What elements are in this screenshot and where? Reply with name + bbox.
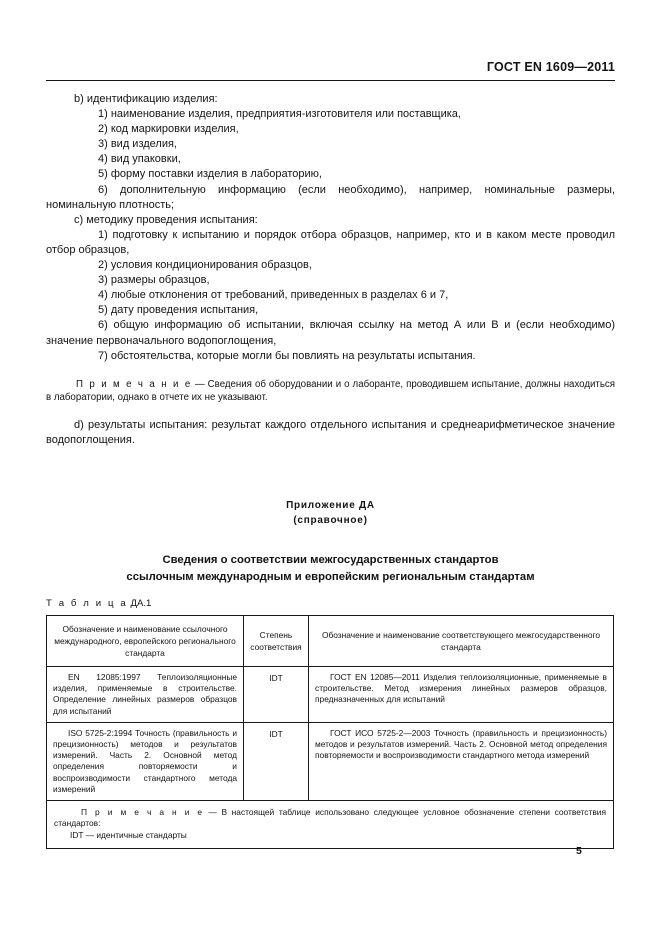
- cell-national-standard: ГОСТ EN 12085—2011 Изделия теплоизоляционные, применяемые в строительстве. Метод измерения линейных размеров образцов, предназначенных для испытаний: [309, 667, 614, 723]
- list-item: 3) размеры образцов,: [98, 274, 210, 287]
- list-item: 6) общую информацию об испытании, включая ссылку на метод А или В и (если необходимо) значение первоначального водопоглощения,: [46, 319, 615, 347]
- cell-reference-standard: ISO 5725-2:1994 Точность (правильность и прецизионность) методов и результатов измерений. Часть 2. Основной метод определения повторяемости и воспроизводимости стандартного метода измерений: [47, 722, 244, 800]
- cell-degree-of-conformity: IDT: [244, 667, 309, 723]
- running-header: ГОСТ EN 1609—2011: [486, 60, 615, 74]
- appendix-name: Приложение ДА: [286, 500, 375, 511]
- table-caption-number: ДА.1: [127, 598, 152, 609]
- cell-degree-of-conformity: IDT: [244, 722, 309, 800]
- table-footnote-label: П р и м е ч а н и е: [81, 807, 204, 818]
- correspondence-table: [46, 615, 614, 849]
- appendix-title-line1: Сведения о соответствии межгосударственных стандартов: [162, 554, 499, 566]
- page-number: 5: [576, 845, 582, 857]
- appendix-title: [46, 552, 615, 586]
- appendix-kind: (справочное): [293, 515, 368, 526]
- column-header-reference-standard: Обозначение и наименование ссылочного международного, европейского регионального стандарта: [47, 616, 244, 667]
- table-header-row: [47, 616, 614, 667]
- table-footnote: [47, 801, 614, 849]
- header-rule: [46, 80, 615, 81]
- cell-reference-standard: EN 12085:1997 Теплоизоляционные изделия, применяемые в строительстве. Определение линейных размеров образцов для испытаний: [47, 667, 244, 723]
- table-row: [47, 667, 614, 723]
- list-item: 3) вид изделия,: [98, 138, 177, 151]
- list-item: 1) наименование изделия, предприятия-изготовителя или поставщика,: [98, 108, 461, 121]
- list-item: 2) условия кондиционирования образцов,: [98, 259, 312, 272]
- column-header-degree-of-conformity: Степень соответствия: [244, 616, 309, 667]
- note-text: — Сведения об оборудовании и о лаборанте, проводившем испытание, должны находиться в лаборатории, однако в отчете их не указывают.: [46, 378, 615, 404]
- list-item: 4) вид упаковки,: [98, 153, 181, 166]
- cell-national-standard: ГОСТ ИСО 5725-2—2003 Точность (правильность и прецизионность) методов и результатов измерений. Часть 2. Основной метод определения повторяемости и воспроизводимости стандартного метода измерений: [309, 722, 614, 800]
- list-item: 6) дополнительную информацию (если необходимо), например, номинальные размеры, номинальную плотность;: [46, 183, 615, 211]
- column-header-national-standard: Обозначение и наименование соответствующего межгосударственного стандарта: [309, 616, 614, 667]
- list-item-c: c) методику проведения испытания:: [74, 213, 258, 226]
- table-row: [47, 722, 614, 800]
- note-paragraph: [46, 378, 615, 405]
- list-item: 5) дату проведения испытания,: [98, 304, 259, 317]
- body-content: [46, 92, 615, 448]
- list-item: 2) код маркировки изделия,: [98, 123, 239, 136]
- table-footnote-row: [47, 801, 614, 849]
- list-item: 7) обстоятельства, которые могли бы повлиять на результаты испытания.: [98, 349, 476, 362]
- table-footnote-text: — В настоящей таблице использовано следующее условное обозначение степени соответствия стандартов:: [54, 807, 606, 829]
- list-item-b: b) идентификацию изделия:: [74, 93, 218, 105]
- appendix-title-line2: ссылочным международным и европейским региональным стандартам: [126, 571, 535, 583]
- table-caption-label: Т а б л и ц а: [46, 598, 128, 609]
- list-item: 5) форму поставки изделия в лабораторию,: [98, 168, 322, 181]
- table-caption: [46, 598, 151, 609]
- table-footnote-idt: IDT — идентичные стандарты: [70, 829, 187, 840]
- list-item: 4) любые отклонения от требований, приведенных в разделах 6 и 7,: [98, 289, 449, 302]
- note-label: П р и м е ч а н и е: [76, 378, 192, 390]
- list-item: 1) подготовку к испытанию и порядок отбора образцов, например, кто и в каком месте проводил отбор образцов,: [46, 228, 615, 256]
- list-item-d: d) результаты испытания: результат каждого отдельного испытания и среднеарифметическое значение водопоглощения.: [46, 418, 615, 446]
